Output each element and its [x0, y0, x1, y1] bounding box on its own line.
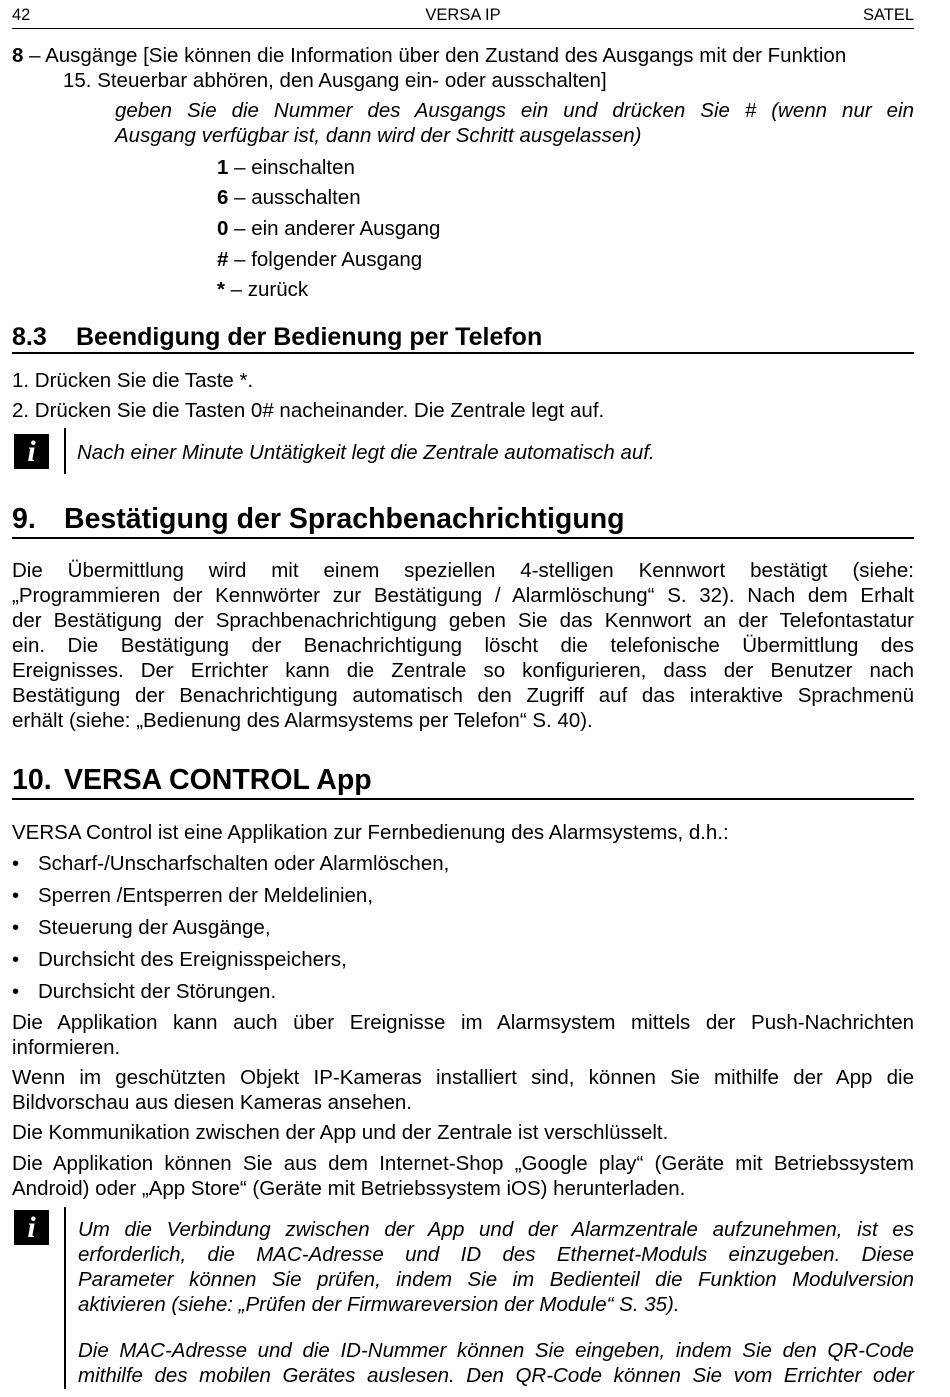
option-key: 6 — [217, 186, 229, 209]
note-line: mithilfe des mobilen Gerätes auslesen. Den QR-Code können Sie vom Errichter oder — [78, 1364, 914, 1387]
section-10-heading — [12, 762, 914, 800]
bullet-text: Scharf-/Unscharfschalten oder Alarmlöschen, — [38, 852, 450, 875]
option-text: – zurück — [224, 278, 309, 301]
bullet-text: Steuerung der Ausgänge, — [38, 916, 271, 939]
bullet-text: Durchsicht des Ereignisspeichers, — [38, 948, 347, 971]
paragraph-line: Die Kommunikation zwischen der App und der Zentrale ist verschlüsselt. — [12, 1121, 669, 1144]
note-line: aktivieren (siehe: „Prüfen der Firmwareversion der Module“ S. 35). — [78, 1293, 680, 1316]
step-2: 2. Drücken Sie die Tasten 0# nacheinander. Die Zentrale legt auf. — [12, 399, 605, 422]
option-key: 1 — [217, 156, 229, 179]
header-title: VERSA IP — [425, 6, 501, 24]
bullet-text: Sperren /Entsperren der Meldelinien, — [38, 884, 374, 907]
paragraph-line: ein. Die Bestätigung der Benachrichtigung löscht die telefonische Übermittlung des — [12, 634, 914, 657]
header-rule — [12, 28, 914, 29]
note-line: Parameter können Sie prüfen, indem Sie im Bedienteil die Funktion Modulversion — [78, 1268, 914, 1291]
bullet-text: Durchsicht der Störungen. — [38, 980, 277, 1003]
option-text: – ein anderer Ausgang — [228, 217, 441, 240]
section-10-intro: VERSA Control ist eine Applikation zur Fernbedienung des Alarmsystems, d.h.: — [12, 821, 729, 844]
option-text: – einschalten — [228, 156, 355, 179]
outputs-number: 8 — [12, 44, 24, 67]
note-line: erforderlich, die MAC-Adresse und ID des Ethernet-Moduls einzugeben. Diese — [78, 1243, 914, 1266]
option-text: – ausschalten — [228, 186, 361, 209]
paragraph-line: Ereignisses. Der Errichter kann die Zentrale so konfigurieren, dass der Benutzer nach — [12, 659, 914, 682]
bullet-dot: • — [12, 852, 20, 875]
paragraph-line: Die Applikation können Sie aus dem Internet-Shop „Google play“ (Geräte mit Betriebssystem — [12, 1152, 914, 1175]
info-icon: i — [14, 434, 49, 469]
section-number: 10. — [12, 764, 52, 796]
section-number: 9. — [12, 503, 36, 535]
section-title: VERSA CONTROL App — [64, 764, 372, 796]
note-text: Nach einer Minute Untätigkeit legt die Zentrale automatisch auf. — [77, 441, 655, 464]
header-page-number: 42 — [12, 6, 31, 24]
note-bar — [64, 1207, 66, 1389]
section-title: Bestätigung der Sprachbenachrichtigung — [64, 503, 625, 535]
section-9-heading — [12, 501, 914, 539]
section-title: Beendigung der Bedienung per Telefon — [76, 323, 543, 351]
option-item — [217, 155, 355, 180]
outputs-line-2: 15. Steuerbar abhören, den Ausgang ein- oder ausschalten] — [63, 69, 607, 92]
paragraph-line: „Programmieren der Kennwörter zur Bestätigung / Alarmlöschung“ S. 32). Nach dem Erhalt — [12, 584, 914, 607]
note-line: Die MAC-Adresse und die ID-Nummer können Sie eingeben, indem Sie den QR-Code — [78, 1339, 914, 1362]
option-key: * — [217, 278, 225, 301]
option-text: – folgender Ausgang — [228, 248, 423, 271]
note-bar — [64, 428, 66, 474]
paragraph-line: Die Applikation kann auch über Ereignisse im Alarmsystem mittels der Push-Nachrichten — [12, 1011, 914, 1034]
step-1: 1. Drücken Sie die Taste *. — [12, 369, 254, 392]
outputs-instruction-2: Ausgang verfügbar ist, dann wird der Schritt ausgelassen) — [115, 124, 642, 147]
bullet-dot: • — [12, 948, 20, 971]
paragraph-line: der Bestätigung der Sprachbenachrichtigung geben Sie das Kennwort an der Telefontastatur — [12, 609, 914, 632]
option-key: # — [217, 248, 229, 271]
option-key: 0 — [217, 217, 229, 240]
note-line: Um die Verbindung zwischen der App und der Alarmzentrale aufzunehmen, ist es — [78, 1218, 914, 1241]
bullet-dot: • — [12, 884, 20, 907]
header-brand: SATEL — [862, 6, 914, 24]
paragraph-line: Die Übermittlung wird mit einem speziellen 4-stelligen Kennwort bestätigt (siehe: — [12, 559, 914, 582]
outputs-instruction-1: geben Sie die Nummer des Ausgangs ein und drücken Sie # (wenn nur ein — [115, 99, 914, 122]
option-item — [217, 216, 440, 241]
info-icon: i — [14, 1210, 49, 1245]
paragraph-line: Bestätigung der Benachrichtigung automatisch den Zugriff auf das interaktive Sprachmenü — [12, 684, 914, 707]
option-item — [217, 277, 308, 302]
option-item — [217, 185, 361, 210]
paragraph-line: informieren. — [12, 1036, 121, 1059]
bullet-dot: • — [12, 980, 20, 1003]
outputs-line-1-text: – Ausgänge [Sie können die Information über den Zustand des Ausgangs mit der Funktion — [23, 44, 847, 67]
paragraph-line: erhält (siehe: „Bedienung des Alarmsystems per Telefon“ S. 40). — [12, 709, 593, 732]
bullet-dot: • — [12, 916, 20, 939]
option-item — [217, 247, 422, 272]
running-header — [12, 6, 914, 30]
section-8-3-heading — [12, 322, 914, 354]
paragraph-line: Wenn im geschützten Objekt IP-Kameras installiert sind, können Sie mithilfe der App die — [12, 1066, 914, 1089]
paragraph-line: Bildvorschau aus diesen Kameras ansehen. — [12, 1091, 412, 1114]
paragraph-line: Android) oder „App Store“ (Geräte mit Betriebssystem iOS) herunterladen. — [12, 1177, 686, 1200]
outputs-line-1 — [12, 43, 846, 68]
section-number: 8.3 — [12, 323, 47, 351]
